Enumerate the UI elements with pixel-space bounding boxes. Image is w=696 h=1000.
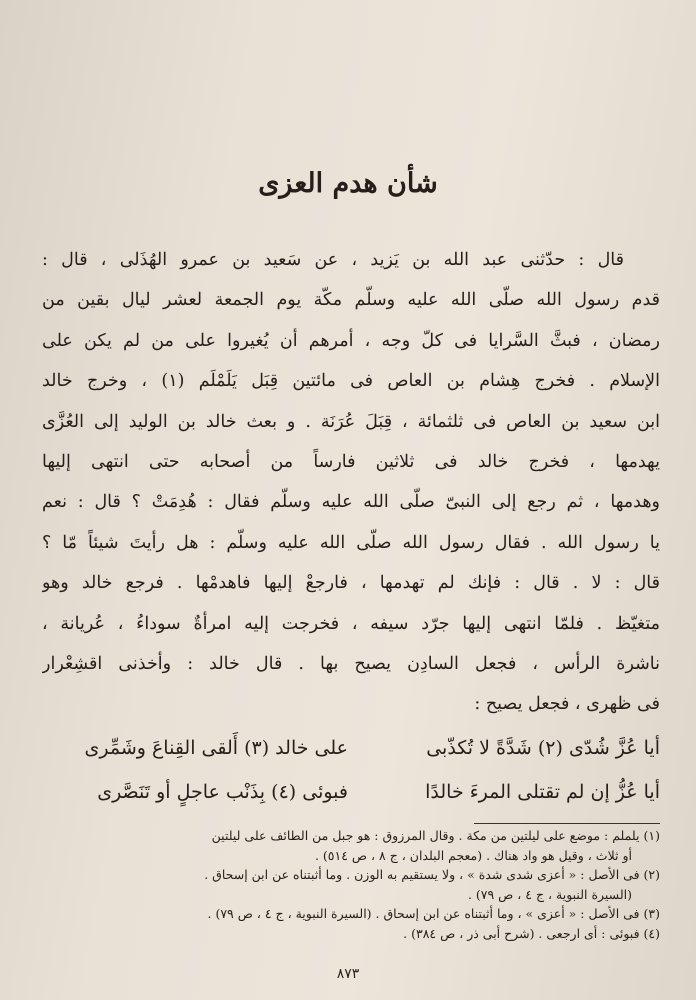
- page-number: ٨٧٣: [336, 966, 360, 982]
- footnote-line: (٢) فى الأصل : « أعزى شدى شدة » ، ولا يستقيم به الوزن . وما أثبتناه عن ابن إسحاق .: [204, 867, 660, 883]
- verse-first-hemistich: أيا عُزَّ شُدّى (٢) شَدَّةً لا تُكذّبى: [426, 737, 660, 759]
- body-text: [42, 240, 660, 725]
- body-line: رمضان ، فبثَّ السَّرايا فى كلّ وجه ، أمرهم أن يُغيروا على من لم يكن على: [42, 330, 660, 351]
- body-line: ابن سعيد بن العاص فى ثلثمائة ، قِبَلَ عُرَنَة . و بعث خالد بن الوليد إلى العُزَّى: [42, 411, 660, 432]
- footnote-line: أو ثلاث ، وقيل هو واد هناك . (معجم البلدان ، ج ٨ ، ص ٥١٤) .: [314, 847, 632, 863]
- footnotes: [42, 826, 660, 944]
- body-line: يا رسول الله . فقال رسول الله صلّى الله عليه وسلّم : هل رأيتَ شيئاً مّا ؟: [42, 532, 660, 553]
- body-line: وهدمها ، ثم رجع إلى النبىّ صلّى الله عليه وسلّم فقال : هُدِمَتْ ؟ قال : نعم: [42, 492, 660, 513]
- footnote-line: (٣) فى الأصل : « أعزى » ، وما أثبتناه عن ابن إسحاق . (السيرة النبوية ، ج ٤ ، ص ٧٩) .: [207, 906, 660, 922]
- body-line: قال : حدّثنى عبد الله بن يَزيد ، عن سَعيد بن عمرو الهُذَلى ، قال :: [42, 250, 624, 270]
- chapter-title: شأن هدم العزى: [258, 168, 438, 199]
- footnote-divider: [474, 823, 660, 824]
- footnote-line: (١) يلملم : موضع على ليلتين من مكة . وقال المرزوق : هو جبل من الطائف على ليلتين: [211, 828, 660, 843]
- poem-verse: [38, 774, 660, 810]
- poem-verse: [38, 730, 660, 766]
- verse-second-hemistich: فبوئى (٤) بِذَنْب عاجلٍ أو تَنَصَّرى: [97, 781, 348, 803]
- body-line: الإسلام . فخرج هِشام بن العاص فى مائتين قِبَل يَلَمْلَم (١) ، وخرج خالد: [42, 371, 660, 392]
- footnote-line: (السيرة النبوية ، ج ٤ ، ص ٧٩) .: [467, 886, 632, 902]
- verse-second-hemistich: على خالد (٣) أَلقى القِناعَ وشَمِّرى: [84, 737, 348, 759]
- verse-first-hemistich: أيا عُزُّ إن لم تقتلى المرءَ خالدًا: [425, 781, 660, 803]
- body-line: قدم رسول الله صلّى الله عليه وسلّم مكّة يوم الجمعة لعشر ليال بقين من: [42, 290, 660, 311]
- footnote-line: (٤) فبوئى : أى ارجعى . (شرح أبى ذر ، ص ٣٨٤) .: [403, 925, 660, 941]
- body-line: يهدمها ، فخرج خالد فى ثلاثين فارساً من أصحابه حتى انتهى إليها: [42, 451, 660, 472]
- body-line: قال : لا . قال : فإنك لم تهدمها ، فارجعْ إليها فاهدمْها . فرجع خالد وهو: [42, 573, 660, 594]
- body-line: ناشرة الرأس ، فجعل السادِن يصيح بها . قال خالد : وأخذنى اقشِعْرار: [42, 653, 660, 674]
- body-line: فى ظهرى ، فجعل يصيح :: [474, 694, 660, 715]
- body-line: متغيّظ . فلمّا انتهى إليها جرّد سيفه ، فخرجت إليه امرأةٌ سوداءُ ، عُريانة ،: [42, 613, 660, 634]
